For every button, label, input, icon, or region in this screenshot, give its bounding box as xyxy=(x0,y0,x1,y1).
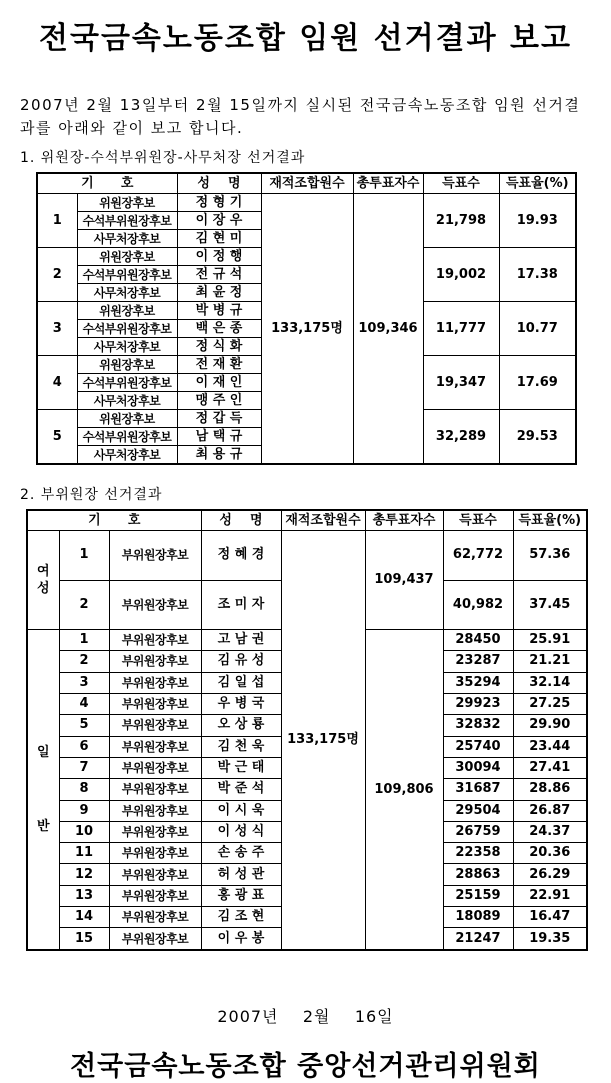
candidate-position: 부위원장후보 xyxy=(109,885,201,906)
col-header-members: 재적조합원수 xyxy=(281,510,365,531)
candidate-name: 최 용 규 xyxy=(177,446,261,465)
candidate-name: 고 남 권 xyxy=(201,630,281,651)
table-row xyxy=(37,194,576,212)
intro-paragraph: 2007년 2월 13일부터 2월 15일까지 실시된 전국금속노동조합 임원 선거결과를 아래와 같이 보고 합니다. xyxy=(20,96,581,137)
candidate-position: 사무처장후보 xyxy=(77,284,177,302)
candidate-position: 사무처장후보 xyxy=(77,230,177,248)
votes-count: 62,772 xyxy=(443,531,513,581)
vice-president-election-table xyxy=(26,509,588,951)
votes-count: 28863 xyxy=(443,864,513,885)
votes-count: 25159 xyxy=(443,885,513,906)
candidate-position: 부위원장후보 xyxy=(109,693,201,714)
candidate-name: 조 미 자 xyxy=(201,580,281,630)
ballot-number: 1 xyxy=(59,630,109,651)
col-header-votes: 득표수 xyxy=(423,173,499,194)
ballot-number: 7 xyxy=(59,757,109,778)
candidate-position: 부위원장후보 xyxy=(109,779,201,800)
candidate-position: 부위원장후보 xyxy=(109,630,201,651)
candidate-position: 부위원장후보 xyxy=(109,821,201,842)
votes-count: 35294 xyxy=(443,672,513,693)
candidate-name: 우 병 국 xyxy=(201,693,281,714)
ballot-number: 12 xyxy=(59,864,109,885)
candidate-name: 이 시 욱 xyxy=(201,800,281,821)
group-label-general xyxy=(27,630,59,951)
candidate-position: 사무처장후보 xyxy=(77,338,177,356)
ballot-number: 2 xyxy=(59,580,109,630)
col-header-name: 성 명 xyxy=(201,510,281,531)
ballot-number: 4 xyxy=(37,356,77,410)
col-header-voters: 총투표자수 xyxy=(365,510,443,531)
candidate-position: 부위원장후보 xyxy=(109,928,201,950)
registered-members-total: 133,175명 xyxy=(281,531,365,951)
ballot-number: 8 xyxy=(59,779,109,800)
president-election-table xyxy=(36,172,577,465)
col-header-rate: 득표율(%) xyxy=(499,173,576,194)
col-header-name: 성 명 xyxy=(177,173,261,194)
ballot-number: 14 xyxy=(59,907,109,928)
votes-count: 40,982 xyxy=(443,580,513,630)
group-label-char: 여 xyxy=(36,563,50,579)
candidate-position: 사무처장후보 xyxy=(77,392,177,410)
votes-count: 32832 xyxy=(443,715,513,736)
votes-rate: 29.53 xyxy=(499,410,576,465)
total-voters: 109,346 xyxy=(353,194,423,465)
candidate-position: 위원장후보 xyxy=(77,410,177,428)
candidate-name: 이 성 식 xyxy=(201,821,281,842)
candidate-name: 정 식 화 xyxy=(177,338,261,356)
votes-count: 25740 xyxy=(443,736,513,757)
group-label-char: 일 xyxy=(36,744,50,760)
candidate-name: 김 조 현 xyxy=(201,907,281,928)
ballot-number: 15 xyxy=(59,928,109,950)
candidate-name: 정 형 기 xyxy=(177,194,261,212)
group-label-char: 성 xyxy=(36,580,50,596)
candidate-name: 박 병 규 xyxy=(177,302,261,320)
candidate-position: 위원장후보 xyxy=(77,356,177,374)
votes-count: 21247 xyxy=(443,928,513,950)
candidate-position: 부위원장후보 xyxy=(109,531,201,581)
candidate-name: 김 천 욱 xyxy=(201,736,281,757)
candidate-position: 위원장후보 xyxy=(77,302,177,320)
votes-rate: 26.29 xyxy=(513,864,587,885)
votes-rate: 26.87 xyxy=(513,800,587,821)
issuing-organization: 전국금속노동조합 중앙선거관리위원회 xyxy=(70,1051,541,1082)
candidate-position: 부위원장후보 xyxy=(109,672,201,693)
table-header-row xyxy=(27,510,587,531)
candidate-position: 부위원장후보 xyxy=(109,864,201,885)
candidate-position: 부위원장후보 xyxy=(109,843,201,864)
votes-rate: 24.37 xyxy=(513,821,587,842)
ballot-number: 4 xyxy=(59,693,109,714)
registered-members-total: 133,175명 xyxy=(261,194,353,465)
votes-rate: 10.77 xyxy=(499,302,576,356)
candidate-name: 최 윤 정 xyxy=(177,284,261,302)
candidate-position: 부위원장후보 xyxy=(109,757,201,778)
votes-rate: 19.35 xyxy=(513,928,587,950)
candidate-name: 김 현 미 xyxy=(177,230,261,248)
ballot-number: 6 xyxy=(59,736,109,757)
col-header-members: 재적조합원수 xyxy=(261,173,353,194)
votes-rate: 22.91 xyxy=(513,885,587,906)
votes-rate: 21.21 xyxy=(513,651,587,672)
candidate-name: 오 상 룡 xyxy=(201,715,281,736)
votes-count: 11,777 xyxy=(423,302,499,356)
votes-count: 30094 xyxy=(443,757,513,778)
candidate-name: 이 정 행 xyxy=(177,248,261,266)
votes-count: 19,002 xyxy=(423,248,499,302)
votes-count: 32,289 xyxy=(423,410,499,465)
candidate-name: 김 일 섭 xyxy=(201,672,281,693)
col-header-voters: 총투표자수 xyxy=(353,173,423,194)
votes-rate: 16.47 xyxy=(513,907,587,928)
col-header-ballot-no: 기 호 xyxy=(37,173,177,194)
candidate-position: 수석부위원장후보 xyxy=(77,428,177,446)
candidate-position: 부위원장후보 xyxy=(109,736,201,757)
ballot-number: 5 xyxy=(37,410,77,465)
votes-rate: 57.36 xyxy=(513,531,587,581)
ballot-number: 1 xyxy=(59,531,109,581)
total-voters-female: 109,437 xyxy=(365,531,443,630)
candidate-name: 이 우 봉 xyxy=(201,928,281,950)
ballot-number: 13 xyxy=(59,885,109,906)
candidate-position: 수석부위원장후보 xyxy=(77,374,177,392)
votes-rate: 27.41 xyxy=(513,757,587,778)
table-row xyxy=(27,531,587,581)
votes-count: 21,798 xyxy=(423,194,499,248)
votes-count: 19,347 xyxy=(423,356,499,410)
votes-rate: 27.25 xyxy=(513,693,587,714)
page-title: 전국금속노동조합 임원 선거결과 보고 xyxy=(38,21,572,56)
candidate-position: 위원장후보 xyxy=(77,194,177,212)
votes-rate: 19.93 xyxy=(499,194,576,248)
group-label-female xyxy=(27,531,59,630)
ballot-number: 5 xyxy=(59,715,109,736)
candidate-position: 부위원장후보 xyxy=(109,580,201,630)
votes-rate: 20.36 xyxy=(513,843,587,864)
candidate-name: 맹 주 인 xyxy=(177,392,261,410)
votes-count: 29923 xyxy=(443,693,513,714)
votes-rate: 23.44 xyxy=(513,736,587,757)
col-header-ballot-no: 기 호 xyxy=(27,510,201,531)
table-header-row xyxy=(37,173,576,194)
section2-heading: 2. 부위원장 선거결과 xyxy=(20,487,163,503)
candidate-position: 부위원장후보 xyxy=(109,651,201,672)
ballot-number: 11 xyxy=(59,843,109,864)
candidate-name: 박 준 석 xyxy=(201,779,281,800)
candidate-position: 부위원장후보 xyxy=(109,800,201,821)
candidate-name: 김 유 성 xyxy=(201,651,281,672)
ballot-number: 3 xyxy=(37,302,77,356)
votes-count: 18089 xyxy=(443,907,513,928)
ballot-number: 1 xyxy=(37,194,77,248)
candidate-position: 수석부위원장후보 xyxy=(77,266,177,284)
votes-rate: 17.38 xyxy=(499,248,576,302)
votes-rate: 25.91 xyxy=(513,630,587,651)
votes-rate: 32.14 xyxy=(513,672,587,693)
candidate-position: 수석부위원장후보 xyxy=(77,320,177,338)
ballot-number: 10 xyxy=(59,821,109,842)
votes-count: 28450 xyxy=(443,630,513,651)
ballot-number: 3 xyxy=(59,672,109,693)
votes-rate: 28.86 xyxy=(513,779,587,800)
votes-count: 29504 xyxy=(443,800,513,821)
candidate-name: 손 송 주 xyxy=(201,843,281,864)
group-label-char: 반 xyxy=(36,818,50,834)
report-page xyxy=(0,13,611,1082)
candidate-position: 위원장후보 xyxy=(77,248,177,266)
candidate-name: 백 은 종 xyxy=(177,320,261,338)
candidate-name: 전 규 석 xyxy=(177,266,261,284)
candidate-name: 정 갑 득 xyxy=(177,410,261,428)
col-header-votes: 득표수 xyxy=(443,510,513,531)
votes-count: 26759 xyxy=(443,821,513,842)
ballot-number: 9 xyxy=(59,800,109,821)
votes-count: 23287 xyxy=(443,651,513,672)
total-voters-general: 109,806 xyxy=(365,630,443,951)
section1-heading: 1. 위원장-수석부위원장-사무처장 선거결과 xyxy=(20,150,306,166)
votes-rate: 37.45 xyxy=(513,580,587,630)
candidate-position: 사무처장후보 xyxy=(77,446,177,465)
ballot-number: 2 xyxy=(59,651,109,672)
votes-count: 22358 xyxy=(443,843,513,864)
report-date: 2007년 2월 16일 xyxy=(217,1007,394,1026)
ballot-number: 2 xyxy=(37,248,77,302)
candidate-name: 이 장 우 xyxy=(177,212,261,230)
votes-rate: 29.90 xyxy=(513,715,587,736)
candidate-name: 남 택 규 xyxy=(177,428,261,446)
candidate-position: 부위원장후보 xyxy=(109,715,201,736)
votes-count: 31687 xyxy=(443,779,513,800)
candidate-name: 허 성 관 xyxy=(201,864,281,885)
candidate-name: 전 재 환 xyxy=(177,356,261,374)
candidate-name: 홍 광 표 xyxy=(201,885,281,906)
votes-rate: 17.69 xyxy=(499,356,576,410)
candidate-position: 부위원장후보 xyxy=(109,907,201,928)
candidate-name: 박 근 태 xyxy=(201,757,281,778)
candidate-name: 이 재 인 xyxy=(177,374,261,392)
col-header-rate: 득표율(%) xyxy=(513,510,587,531)
candidate-name: 정 혜 경 xyxy=(201,531,281,581)
candidate-position: 수석부위원장후보 xyxy=(77,212,177,230)
